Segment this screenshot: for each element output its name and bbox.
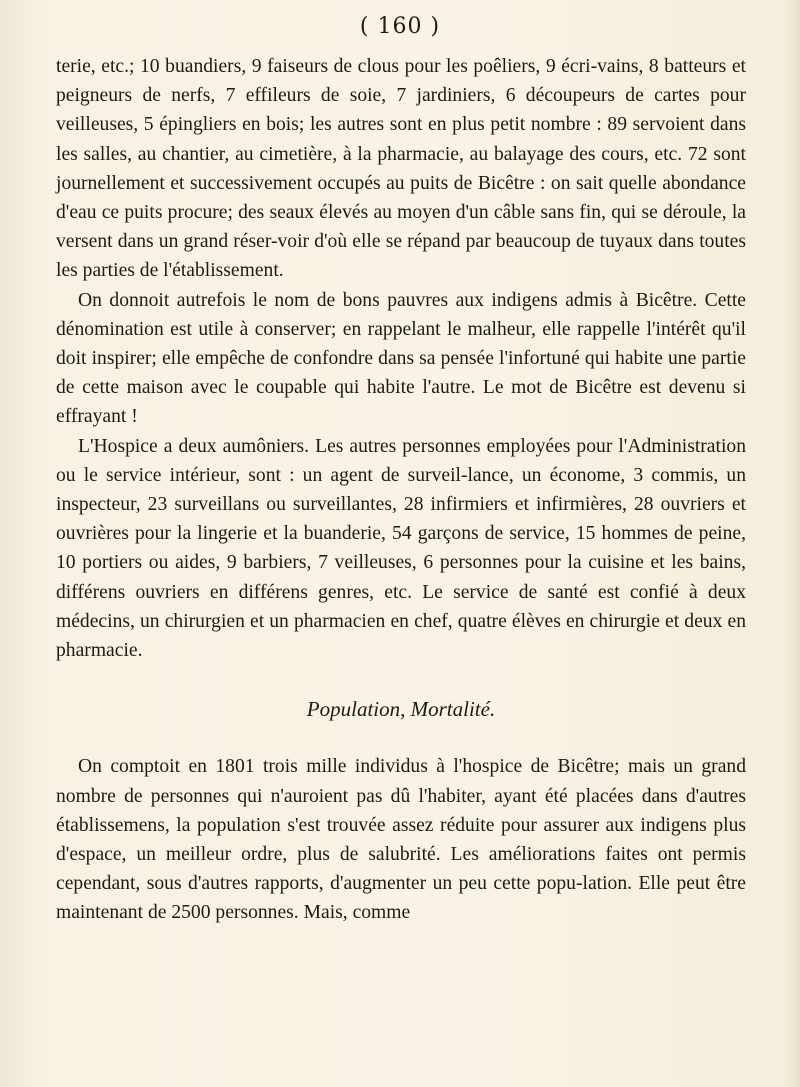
paragraph-1: terie, etc.; 10 buandiers, 9 faiseurs de clous pour les poêliers, 9 écri-vains, 8 batteurs et peigneurs de nerfs, 7 effileurs de soie, 7 jardiniers, 6 découpeurs de cartes pour veilleuses, 5 épingliers en bois; les autres sont en plus petit nombre : 89 servoient dans les salles, au chantier, au cimetière, à la pharmacie, au balayage des cours, etc. 72 sont journellement et successivement occupés au puits de Bicêtre : on sait quelle abondance d'eau ce puits procure; des seaux élevés au moyen d'un câble sans fin, qui se déroule, la versent dans un grand réser-voir d'où elle se répand par beaucoup de tuyaux dans toutes les parties de l'établissement.	[56, 56, 746, 282]
paragraph-4: On comptoit en 1801 trois mille individus à l'hospice de Bicêtre; mais un grand nombre de personnes qui n'auroient pas dû l'habiter, ayant été placées dans d'autres établissemens, la population s'est trouvée assez réduite pour assurer aux indigens plus d'espace, un meilleur ordre, plus de salubrité. Les améliorations faites ont permis cependant, sous d'autres rapports, d'augmenter un peu cette popu-lation. Elle peut être maintenant de 2500 personnes. Mais, comme	[56, 756, 746, 924]
page-edge-shadow	[786, 0, 800, 1087]
page-number: ( 160 )	[359, 14, 441, 39]
section-title: Population, Mortalité.	[306, 697, 496, 722]
paragraph-2: On donnoit autrefois le nom de bons pauvres aux indigens admis à Bicêtre. Cette dénomination est utile à conserver; en rappelant le malheur, elle rappelle l'intérêt qu'il doit inspirer; elle empêche de confondre dans sa pensée l'infortuné qui habite une partie de cette maison avec le coupable qui habite l'autre. Le mot de Bicêtre est devenu si effrayant !	[56, 289, 746, 428]
body-text	[56, 52, 746, 928]
paragraph-3: L'Hospice a deux aumôniers. Les autres personnes employées pour l'Administration ou le service intérieur, sont : un agent de surveil-lance, un économe, 3 commis, un inspecteur, 23 surveillans ou surveillantes, 28 infirmiers et infirmières, 28 ouvriers et ouvrières pour la lingerie et la buanderie, 54 garçons de service, 15 hommes de peine, 10 portiers ou aides, 9 barbiers, 7 veilleuses, 6 personnes pour la cuisine et les bains, différens ouvriers en différens genres, etc. Le service de santé est confié à deux médecins, un chirurgien et un pharmacien en chef, quatre élèves en chirurgie et deux en pharmacie.	[56, 435, 746, 662]
